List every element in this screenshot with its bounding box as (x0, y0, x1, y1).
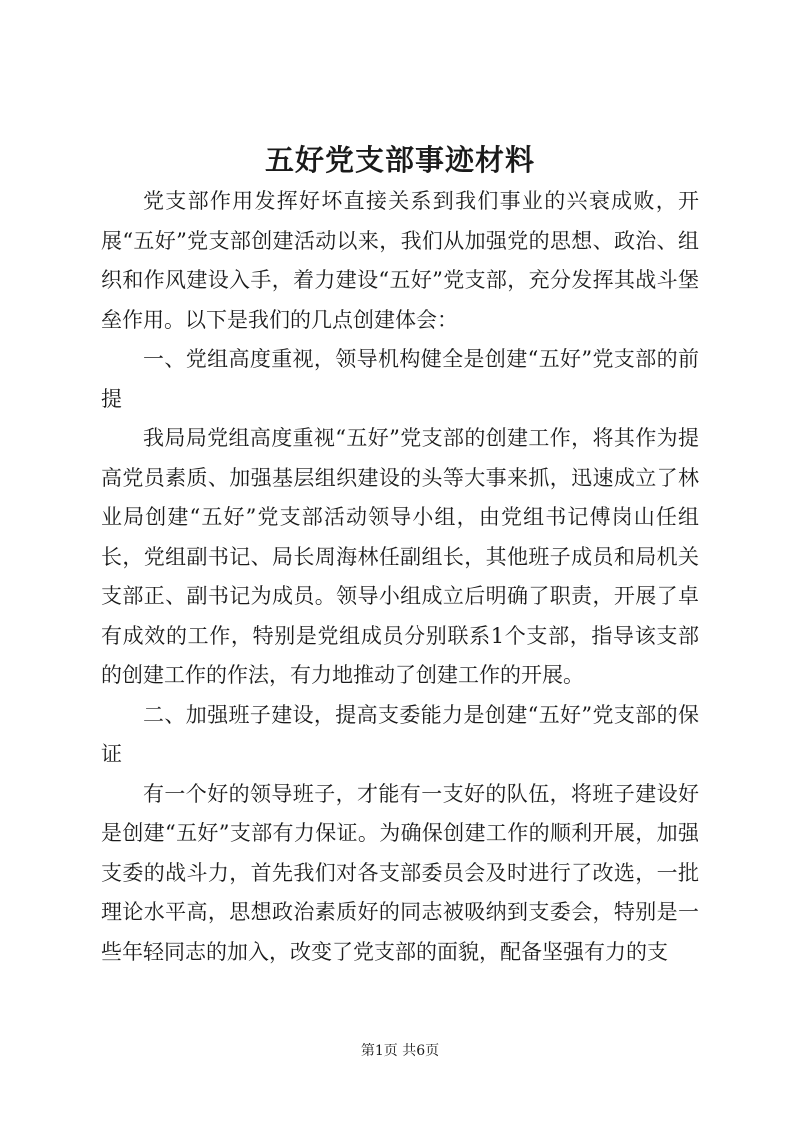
document-body (101, 182, 699, 972)
paragraph-section-1: 我局局党组高度重视“五好”党支部的创建工作，将其作为提高党员素质、加强基层组织建设的头等大事来抓，迅速成立了林业局创建“五好”党支部活动领导小组，由党组书记傅岗山任组长，党组副书记、局长周海林任副组长，其他班子成员和局机关支部正、副书记为成员。领导小组成立后明确了职责，开展了卓有成效的工作，特别是党组成员分别联系1个支部，指导该支部的创建工作的作法，有力地推动了创建工作的开展。 (101, 426, 699, 687)
document-title: 五好党支部事迹材料 (264, 143, 535, 177)
section-heading-2: 二、加强班子建设，提高支委能力是创建“五好”党支部的保证 (101, 702, 699, 766)
paragraph-section-2: 有一个好的领导班子，才能有一支好的队伍，将班子建设好是创建“五好”支部有力保证。为确保创建工作的顺利开展，加强支委的战斗力，首先我们对各支部委员会及时进行了改选，一批理论水平高，思想政治素质好的同志被吸纳到支委会，特别是一些年轻同志的加入，改变了党支部的面貌，配备坚强有力的支 (101, 781, 699, 964)
paragraph-intro: 党支部作用发挥好坏直接关系到我们事业的兴衰成败，开展“五好”党支部创建活动以来，我们从加强党的思想、政治、组织和作风建设入手，着力建设“五好”党支部，充分发挥其战斗堡垒作用。以下是我们的几点创建体会： (101, 189, 699, 332)
page-footer: 第1页 共6页 (360, 1043, 440, 1059)
section-heading-1: 一、党组高度重视，领导机构健全是创建“五好”党支部的前提 (101, 347, 699, 411)
